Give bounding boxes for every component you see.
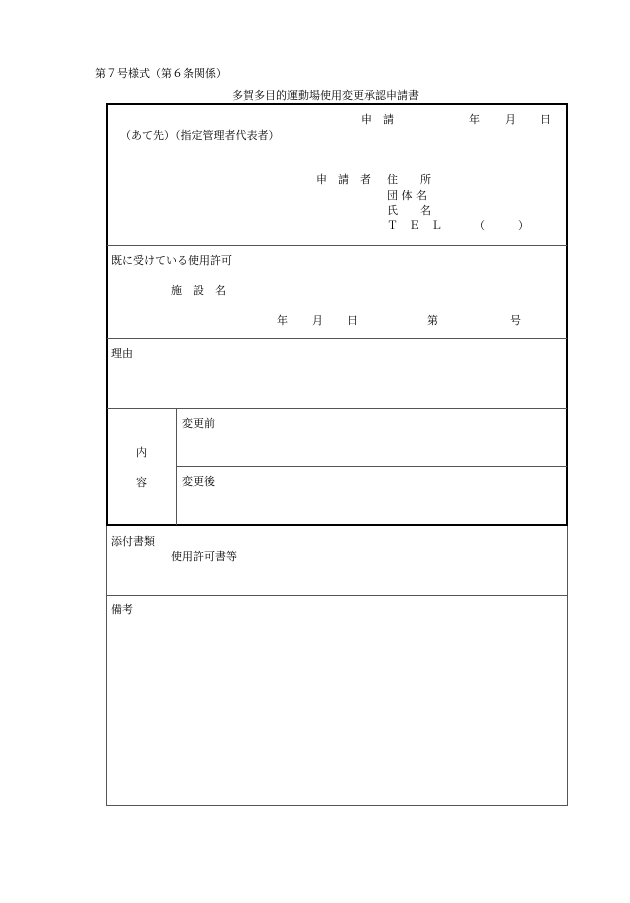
addressee: （あて先）（指定管理者代表者） <box>120 129 280 142</box>
attachments-label: 添付書類 <box>111 535 155 548</box>
tel-label: Ｔ Ｅ Ｌ <box>387 219 442 232</box>
after-change-label: 変更後 <box>182 475 215 488</box>
remarks-label: 備考 <box>111 603 133 616</box>
applicant-label: 申 請 者 <box>316 173 371 186</box>
request-date-label: 申 請 <box>361 113 394 126</box>
form-number: 第７号様式（第６条関係） <box>95 67 227 80</box>
divider-before-after <box>177 466 567 467</box>
document-title: 多賀多目的運動場使用変更承認申請書 <box>232 89 419 102</box>
permit-number-prefix: 第 <box>427 314 438 327</box>
attachments-item: 使用許可書等 <box>171 550 237 563</box>
divider-application <box>107 245 567 246</box>
permit-year-label: 年 <box>277 314 288 327</box>
content-side-label-1: 内 <box>136 446 147 459</box>
before-change-label: 変更前 <box>182 417 215 430</box>
divider-permit <box>107 338 567 339</box>
lower-right-border <box>567 526 568 806</box>
tel-paren: （ ） <box>474 219 529 232</box>
request-month-label: 月 <box>505 113 516 126</box>
group-name-label: 団 体 名 <box>387 189 427 202</box>
address-label: 住 所 <box>387 173 431 186</box>
request-day-label: 日 <box>540 113 551 126</box>
facility-name-label: 施 設 名 <box>171 284 226 297</box>
lower-left-border <box>106 526 107 806</box>
request-year-label: 年 <box>469 113 480 126</box>
permit-heading: 既に受けている使用許可 <box>111 254 232 267</box>
lower-bottom-border <box>106 805 568 806</box>
permit-number-suffix: 号 <box>510 314 521 327</box>
name-label: 氏 名 <box>387 204 431 217</box>
reason-label: 理由 <box>111 347 133 360</box>
permit-day-label: 日 <box>347 314 358 327</box>
content-side-label-2: 容 <box>136 476 147 489</box>
divider-attachments <box>107 595 567 596</box>
permit-month-label: 月 <box>312 314 323 327</box>
